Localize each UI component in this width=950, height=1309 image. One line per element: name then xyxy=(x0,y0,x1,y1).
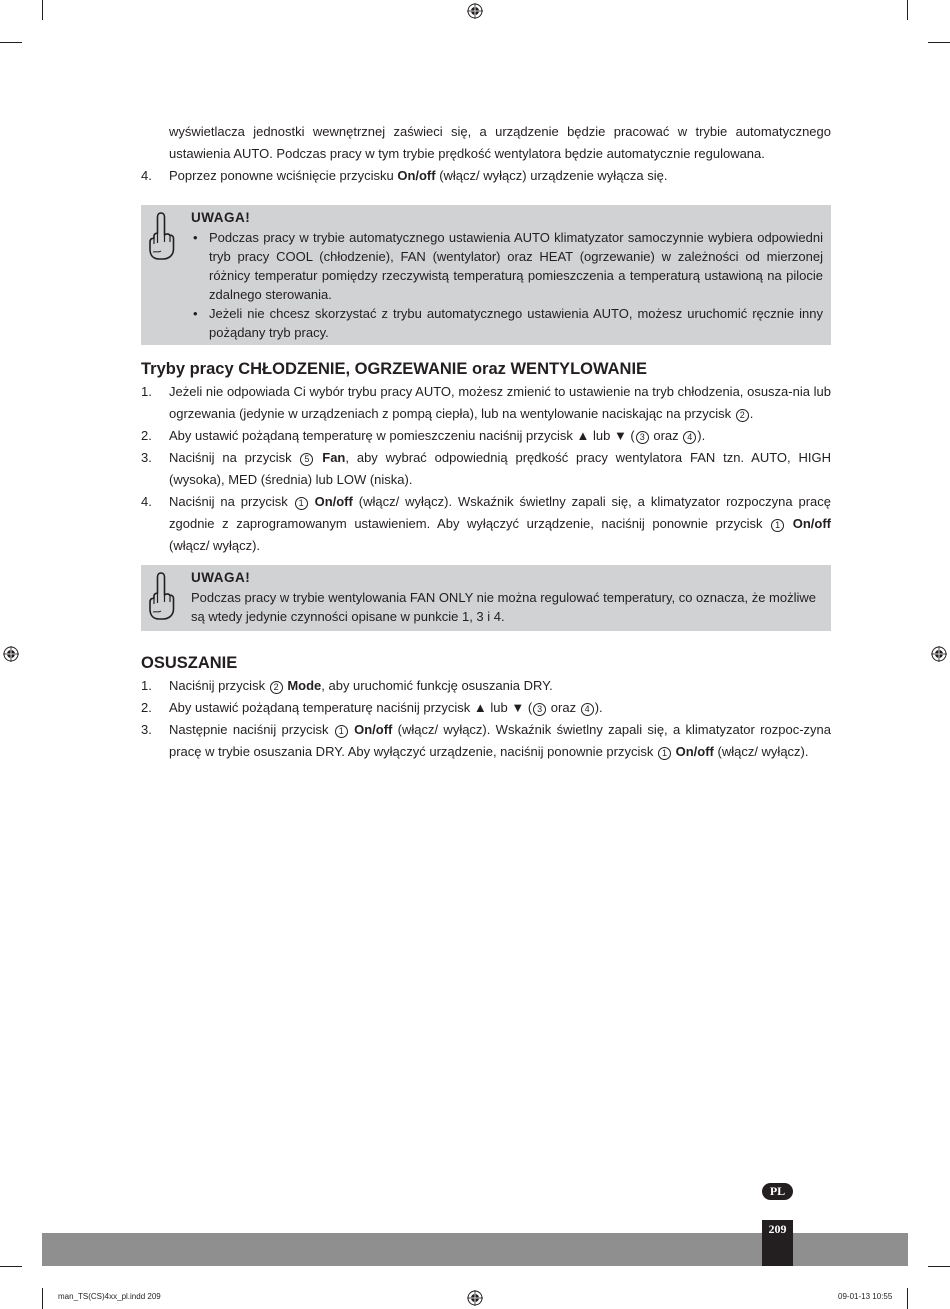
circled-number: 2 xyxy=(270,681,283,694)
list-item xyxy=(141,425,831,447)
button-name: On/off xyxy=(675,744,714,759)
button-name: Mode xyxy=(287,678,322,693)
item-text: (włącz/ wyłącz) urządzenie wyłącza się. xyxy=(435,168,668,183)
warning-note xyxy=(141,565,831,631)
button-name: On/off xyxy=(354,722,393,737)
circled-number: 4 xyxy=(683,431,696,444)
crop-mark xyxy=(907,0,908,20)
note-bullet-item xyxy=(191,228,823,304)
item-number: 3. xyxy=(141,722,152,737)
list-item xyxy=(141,697,831,719)
item-text: (włącz/ wyłącz). Wskaźnik świetlny zapali się, a klimatyzator rozpoczyna pracę zgodnie z zaprogramowanym ustawieniem. Aby wyłączyć urządzenie, naciśnij ponownie przycisk xyxy=(169,494,831,531)
registration-mark-icon xyxy=(931,646,947,662)
registration-mark-icon xyxy=(3,646,19,662)
list-item xyxy=(141,491,831,557)
language-badge: PL xyxy=(762,1183,793,1200)
item-text: Naciśnij na przycisk xyxy=(169,450,300,465)
note-title: UWAGA! xyxy=(191,210,251,225)
item-number: 1. xyxy=(141,678,152,693)
item-text: oraz xyxy=(547,700,580,715)
item-text: Naciśnij przycisk xyxy=(169,678,269,693)
item-text: (włącz/ wyłącz). xyxy=(713,744,809,759)
circled-number: 1 xyxy=(771,519,784,532)
print-slug-date: 09-01-13 10:55 xyxy=(838,1292,893,1301)
item-number: 4. xyxy=(141,494,152,509)
crop-mark xyxy=(0,1266,22,1267)
pointing-hand-icon xyxy=(147,211,175,261)
circled-number: 3 xyxy=(533,703,546,716)
intro-line: ustawienia AUTO. Podczas pracy w tym trybie prędkość wentylatora będzie automatycznie regulowana. xyxy=(169,146,765,161)
list-item xyxy=(141,165,831,187)
circled-number: 1 xyxy=(295,497,308,510)
item-text: . xyxy=(749,406,754,421)
crop-mark xyxy=(0,42,22,43)
button-name: Fan xyxy=(322,450,346,465)
circled-number: 3 xyxy=(636,431,649,444)
bullet-icon: • xyxy=(193,306,198,321)
item-text: Jeżeli nie odpowiada Ci wybór trybu pracy AUTO, możesz zmienić to ustawienie na tryb chłodzenia, osusza-nia lub ogrzewania (jedynie w urządzeniach z pompą ciepła), lub na wentylowanie naciskając na przycisk xyxy=(169,384,831,421)
item-number: 1. xyxy=(141,384,152,399)
list-item xyxy=(141,381,831,425)
crop-mark xyxy=(42,0,43,20)
circled-number: 4 xyxy=(581,703,594,716)
item-text: Następnie naciśnij przycisk xyxy=(169,722,334,737)
item-number: 2. xyxy=(141,428,152,443)
item-number: 3. xyxy=(141,450,152,465)
button-name: On/off xyxy=(314,494,353,509)
item-text: (włącz/ wyłącz). xyxy=(169,538,261,553)
intro-line: wyświetlacza jednostki wewnętrznej zaświeci się, a urządzenie będzie pracować w trybie automatycznego xyxy=(169,124,831,139)
registration-mark-icon xyxy=(467,3,483,19)
note-text: Podczas pracy w trybie automatycznego ustawienia AUTO klimatyzator samoczynnie wybiera odpowiedni tryb pracy COOL (chłodzenie), FAN (wentylator) oraz HEAT (ogrzewanie) w zależności od mierzonej różnicy temperatur pomiędzy rzeczywistą temperaturą pomieszczenia a temperaturą ustawioną na pilocie zdalnego sterowania. xyxy=(209,230,823,302)
circled-number: 5 xyxy=(300,453,313,466)
bullet-icon: • xyxy=(193,230,198,245)
pointing-hand-icon xyxy=(147,571,175,621)
crop-mark xyxy=(928,42,950,43)
list-item xyxy=(141,447,831,491)
item-text: (włącz/ wyłącz). Wskaźnik świetlny zapali się, a klimatyzator rozpoc-zyna pracę w trybie osuszania DRY. Aby wyłączyć urządzenie, naciśnij ponownie przycisk xyxy=(169,722,831,759)
registration-mark-icon xyxy=(467,1290,483,1306)
note-text: Jeżeli nie chcesz skorzystać z trybu automatycznego ustawienia AUTO, możesz uruchomić ręcznie inny pożądany tryb pracy. xyxy=(209,306,823,340)
item-text: oraz xyxy=(649,428,683,443)
list-item xyxy=(141,719,831,763)
note-text: Podczas pracy w trybie wentylowania FAN ONLY nie można regulować temperatury, co oznacza, że możliwe są wtedy jedynie czynności opisane w punkcie 1, 3 i 4. xyxy=(191,590,816,624)
button-name: On/off xyxy=(397,168,436,183)
circled-number: 1 xyxy=(335,725,348,738)
button-name: On/off xyxy=(792,516,831,531)
item-text: Aby ustawić pożądaną temperaturę naciśnij przycisk ▲ lub ▼ ( xyxy=(169,700,533,715)
crop-mark xyxy=(42,1288,43,1309)
crop-mark xyxy=(928,1266,950,1267)
section-heading: Tryby pracy CHŁODZENIE, OGRZEWANIE oraz WENTYLOWANIE xyxy=(141,360,648,378)
warning-note xyxy=(141,205,831,345)
intro-paragraph xyxy=(141,121,831,165)
note-bullet-item xyxy=(191,304,823,342)
crop-mark xyxy=(907,1288,908,1309)
circled-number: 2 xyxy=(736,409,749,422)
circled-number: 1 xyxy=(658,747,671,760)
item-text: Naciśnij na przycisk xyxy=(169,494,294,509)
section-heading: OSUSZANIE xyxy=(141,654,238,672)
note-title: UWAGA! xyxy=(191,570,251,585)
page-number: 209 xyxy=(768,1222,787,1236)
print-slug-file: man_TS(CS)4xx_pl.indd 209 xyxy=(58,1292,161,1301)
list-item xyxy=(141,675,831,697)
item-text: Aby ustawić pożądaną temperaturę w pomieszczeniu naciśnij przycisk ▲ lub ▼ ( xyxy=(169,428,635,443)
item-text: Poprzez ponowne wciśnięcie przycisku xyxy=(169,168,398,183)
item-number: 4. xyxy=(141,168,152,183)
item-number: 2. xyxy=(141,700,152,715)
item-text: , aby wybrać odpowiednią prędkość pracy wentylatora FAN tzn. AUTO, HIGH (wysoka), MED (średnia) lub LOW (niska). xyxy=(169,450,831,487)
item-text: ). xyxy=(594,700,603,715)
page-content xyxy=(141,121,831,763)
item-text: , aby uruchomić funkcję osuszania DRY. xyxy=(321,678,553,693)
item-text: ). xyxy=(697,428,706,443)
